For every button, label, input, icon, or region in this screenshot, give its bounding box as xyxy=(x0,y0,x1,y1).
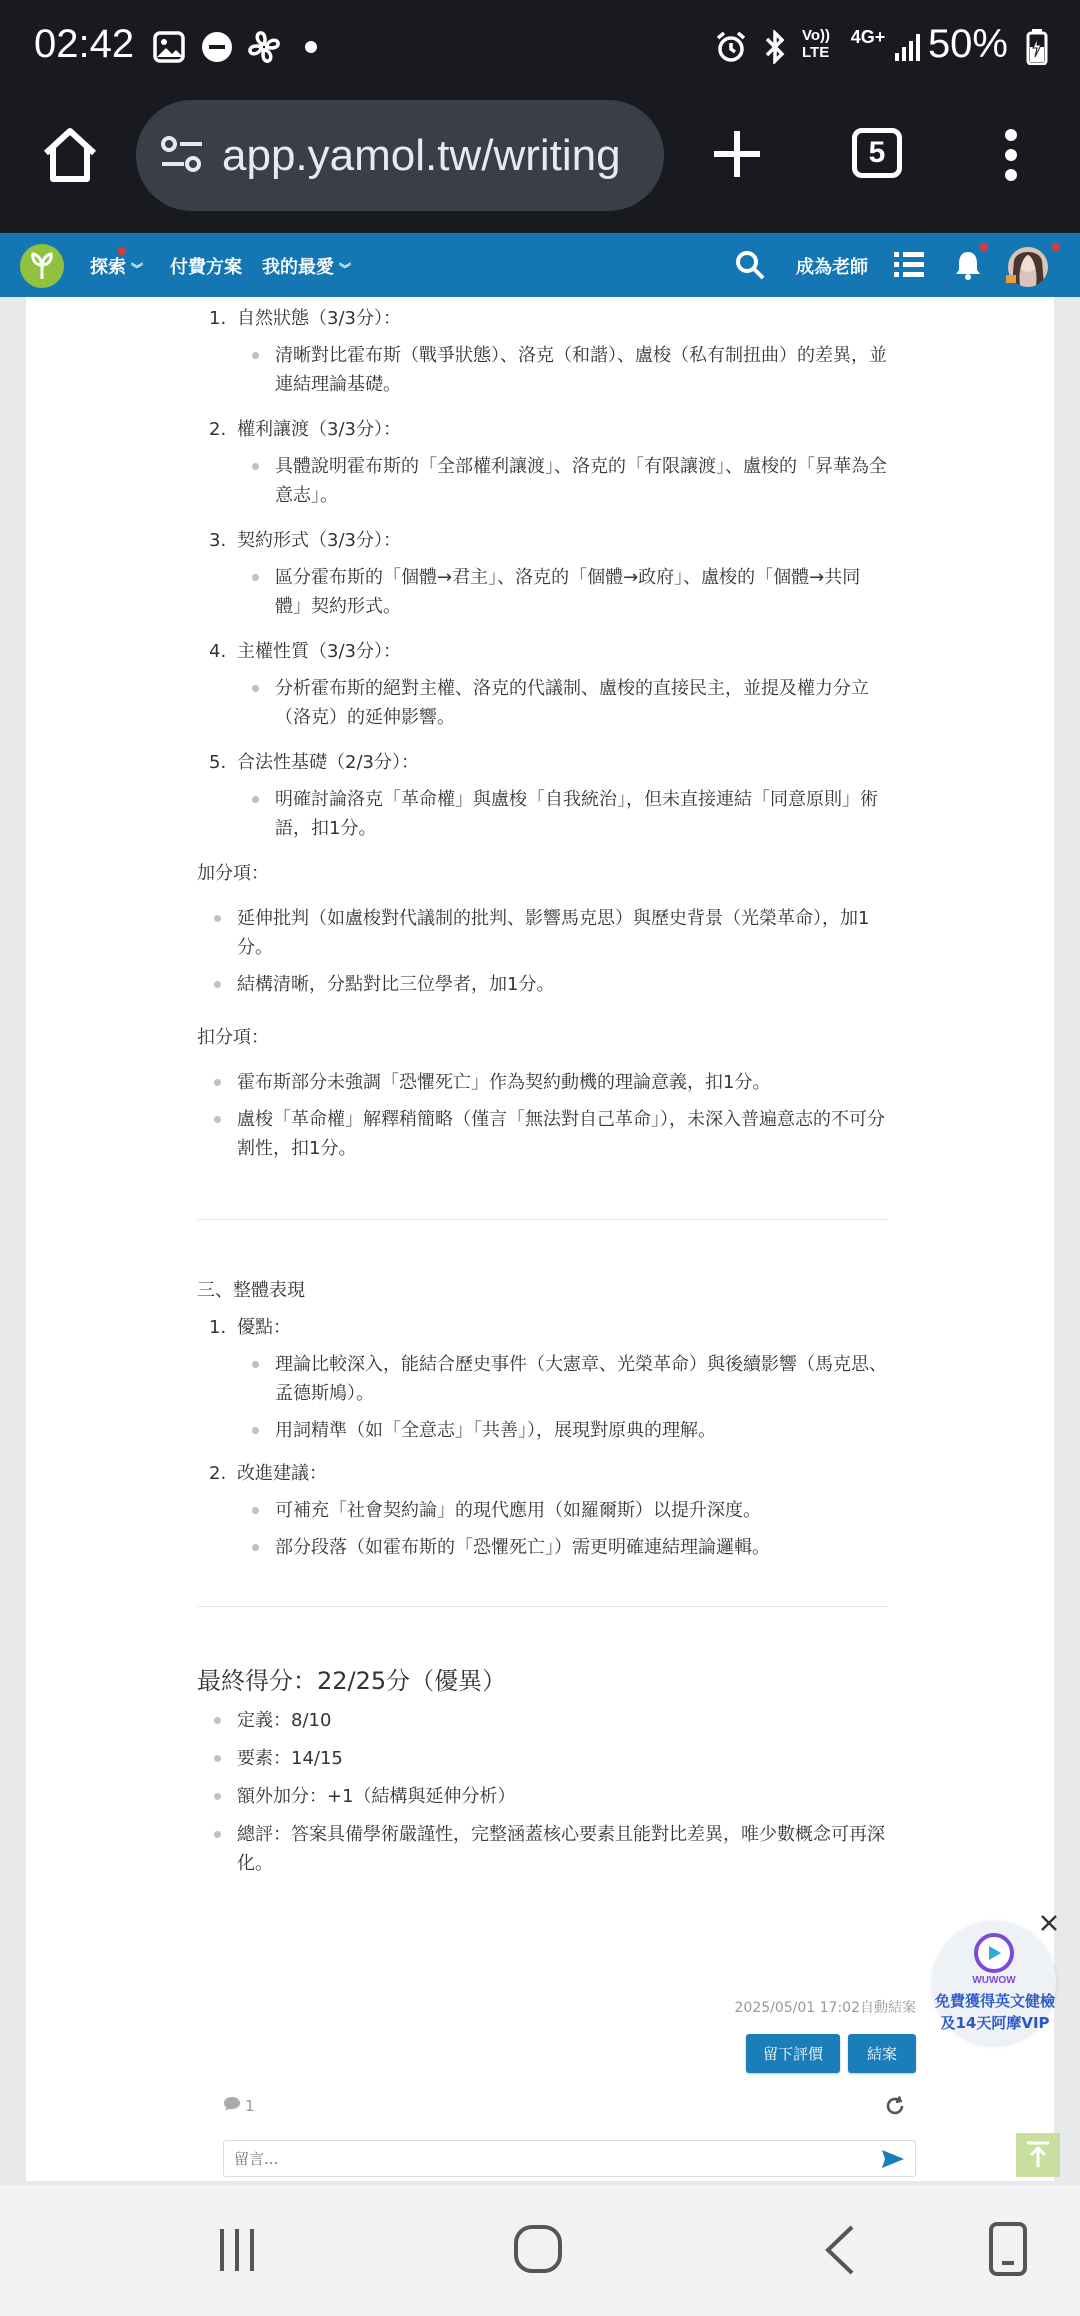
more-menu-icon[interactable] xyxy=(1004,129,1018,181)
summary-list xyxy=(197,1706,887,1878)
bell-icon[interactable] xyxy=(954,250,982,280)
nav-favorites[interactable] xyxy=(262,253,351,279)
bonus-item: 結構清晰，分點對比三位學者，加1分。 xyxy=(197,970,887,999)
criteria-item xyxy=(197,526,887,621)
comment-count-value: 1 xyxy=(245,2097,255,2115)
item-number: 4. xyxy=(209,641,227,662)
s3-item xyxy=(197,1459,887,1562)
system-navbar xyxy=(0,2185,1080,2316)
new-tab-icon[interactable] xyxy=(712,129,762,179)
criteria-item xyxy=(197,415,887,510)
criteria-detail: 明確討論洛克「革命權」與盧梭「自我統治」，但未直接連結「同意原則」術語，扣1分。 xyxy=(197,785,887,843)
auto-close-timestamp: 2025/05/01 17:02自動結案 xyxy=(734,2000,916,2016)
battery-percent: 50% xyxy=(927,22,1008,66)
refresh-icon[interactable] xyxy=(884,2095,906,2117)
flag-icon xyxy=(1006,275,1016,283)
close-icon[interactable] xyxy=(1038,1912,1060,1934)
criteria-title: 主權性質（3/3分）： xyxy=(237,641,401,662)
deduct-heading: 扣分項： xyxy=(197,1027,269,1048)
bluetooth-icon xyxy=(760,30,790,64)
s3-detail: 理論比較深入，能結合歷史事件（大憲章、光榮革命）與後續影響（馬克思、孟德斯鳩）。 xyxy=(197,1350,887,1408)
item-number: 1. xyxy=(209,308,227,329)
criteria-item xyxy=(197,304,887,399)
dnd-icon xyxy=(200,30,234,64)
battery-icon xyxy=(1024,30,1050,64)
comment-icon xyxy=(223,2096,241,2116)
criteria-title: 合法性基礎（2/3分）： xyxy=(237,752,419,773)
recents-icon[interactable] xyxy=(212,2225,262,2275)
criteria-item xyxy=(197,637,887,732)
comment-count[interactable] xyxy=(223,2096,255,2116)
item-number: 1. xyxy=(209,1317,227,1338)
criteria-detail: 清晰對比霍布斯（戰爭狀態）、洛克（和諧）、盧梭（私有制扭曲）的差異，並連結理論基礎。 xyxy=(197,341,887,399)
score-criteria-list xyxy=(197,304,887,843)
criteria-detail: 分析霍布斯的絕對主權、洛克的代議制、盧梭的直接民主，並提及權力分立（洛克）的延伸影響。 xyxy=(197,674,887,732)
comment-box[interactable] xyxy=(223,2140,916,2177)
summary-item: 要素：14/15 xyxy=(197,1744,887,1773)
4g-icon xyxy=(848,27,888,61)
alarm-icon xyxy=(713,30,749,64)
back-icon[interactable] xyxy=(822,2223,858,2277)
url-text[interactable]: app.yamol.tw/writing xyxy=(222,130,621,180)
item-number: 3. xyxy=(209,530,227,551)
item-number: 2. xyxy=(209,419,227,440)
criteria-title: 自然狀態（3/3分）： xyxy=(237,308,401,329)
become-teacher-link[interactable]: 成為老師 xyxy=(796,257,868,277)
list-menu-icon[interactable] xyxy=(894,251,924,279)
criteria-detail: 區分霍布斯的「個體→君主」、洛克的「個體→政府」、盧梭的「個體→共同體」契約形式。 xyxy=(197,563,887,621)
url-bar[interactable] xyxy=(136,100,664,211)
promo-brand: WUWOW xyxy=(972,1975,1016,1986)
deduct-list xyxy=(197,1068,887,1163)
s3-item xyxy=(197,1313,887,1445)
s3-title: 優點： xyxy=(237,1317,291,1338)
section-divider xyxy=(197,1219,887,1220)
comment-input[interactable] xyxy=(234,2141,834,2176)
home-icon[interactable] xyxy=(40,125,100,185)
bonus-item: 延伸批判（如盧梭對代議制的批判、影響馬克思）與歷史背景（光榮革命），加1分。 xyxy=(197,904,887,962)
notification-dot xyxy=(118,247,126,255)
criteria-detail: 具體說明霍布斯的「全部權利讓渡」、洛克的「有限讓渡」、盧梭的「昇華為全意志」。 xyxy=(197,452,887,510)
summary-item: 定義：8/10 xyxy=(197,1706,887,1735)
promo-text[interactable] xyxy=(922,1990,1068,2034)
status-bar xyxy=(0,0,1080,95)
dot-icon xyxy=(302,30,320,64)
criteria-item xyxy=(197,748,887,843)
summary-item: 額外加分：+1（結構與延伸分析） xyxy=(197,1782,887,1811)
search-icon[interactable] xyxy=(735,250,765,280)
criteria-title: 契約形式（3/3分）： xyxy=(237,530,401,551)
s3-detail: 可補充「社會契約論」的現代應用（如羅爾斯）以提升深度。 xyxy=(197,1496,887,1525)
network-label: 4G+ xyxy=(850,27,886,47)
item-number: 2. xyxy=(209,1463,227,1484)
section3-title: 三、整體表現 xyxy=(197,1280,305,1301)
browser-toolbar xyxy=(0,95,1080,233)
s3-detail: 用詞精準（如「全意志」「共善」），展現對原典的理解。 xyxy=(197,1416,887,1445)
home-nav-icon[interactable] xyxy=(512,2223,564,2275)
item-number: 5. xyxy=(209,752,227,773)
tab-switcher-button[interactable] xyxy=(852,128,902,178)
pinwheel-icon xyxy=(246,30,282,64)
nav-explore-label: 探索 xyxy=(90,257,126,277)
volte-icon xyxy=(802,27,842,61)
leave-review-button[interactable]: 留下評價 xyxy=(746,2034,840,2073)
summary-item: 總評：答案具備學術嚴謹性，完整涵蓋核心要素且能對比差異，唯少數概念可再深化。 xyxy=(197,1820,887,1878)
nav-explore[interactable] xyxy=(90,253,143,279)
keyboard-toggle-icon[interactable] xyxy=(988,2221,1028,2277)
chevron-down-icon: ︾ xyxy=(339,262,352,276)
section-divider xyxy=(197,1606,887,1607)
scroll-to-top-button[interactable] xyxy=(1016,2133,1060,2177)
bonus-heading: 加分項： xyxy=(197,863,269,884)
site-navbar xyxy=(0,233,1080,297)
send-icon[interactable] xyxy=(881,2149,905,2173)
tab-count: 5 xyxy=(868,136,886,169)
yamol-logo[interactable] xyxy=(20,244,64,288)
notification-dot xyxy=(1052,243,1060,251)
s3-title: 改進建議： xyxy=(237,1463,327,1484)
nav-pricing[interactable]: 付費方案 xyxy=(170,257,242,277)
nav-favorites-label: 我的最愛 xyxy=(262,257,334,277)
final-score-title: 最終得分：22/25分（優異） xyxy=(197,1667,507,1695)
volte-label: Vo)) LTE xyxy=(802,27,831,61)
status-time: 02:42 xyxy=(34,22,135,66)
deduct-item: 霍布斯部分未強調「恐懼死亡」作為契約動機的理論意義，扣1分。 xyxy=(197,1068,887,1097)
notification-dot xyxy=(980,243,988,251)
chevron-down-icon: ︾ xyxy=(131,262,144,276)
image-icon xyxy=(152,30,186,64)
review-content xyxy=(197,304,887,1878)
deduct-item: 盧梭「革命權」解釋稍簡略（僅言「無法對自己革命」），未深入普遍意志的不可分割性，扣1分。 xyxy=(197,1105,887,1163)
promo-line1: 免費獲得英文健檢 xyxy=(934,1992,1055,2010)
signal-icon xyxy=(892,30,926,64)
site-settings-icon[interactable] xyxy=(160,134,204,178)
close-case-button[interactable]: 結案 xyxy=(848,2034,916,2073)
s3-detail: 部分段落（如霍布斯的「恐懼死亡」）需更明確連結理論邏輯。 xyxy=(197,1533,887,1562)
play-logo-icon xyxy=(974,1933,1014,1973)
criteria-title: 權利讓渡（3/3分）： xyxy=(237,419,401,440)
bonus-list xyxy=(197,904,887,999)
promo-line2: 及14天阿摩VIP xyxy=(940,2014,1050,2032)
